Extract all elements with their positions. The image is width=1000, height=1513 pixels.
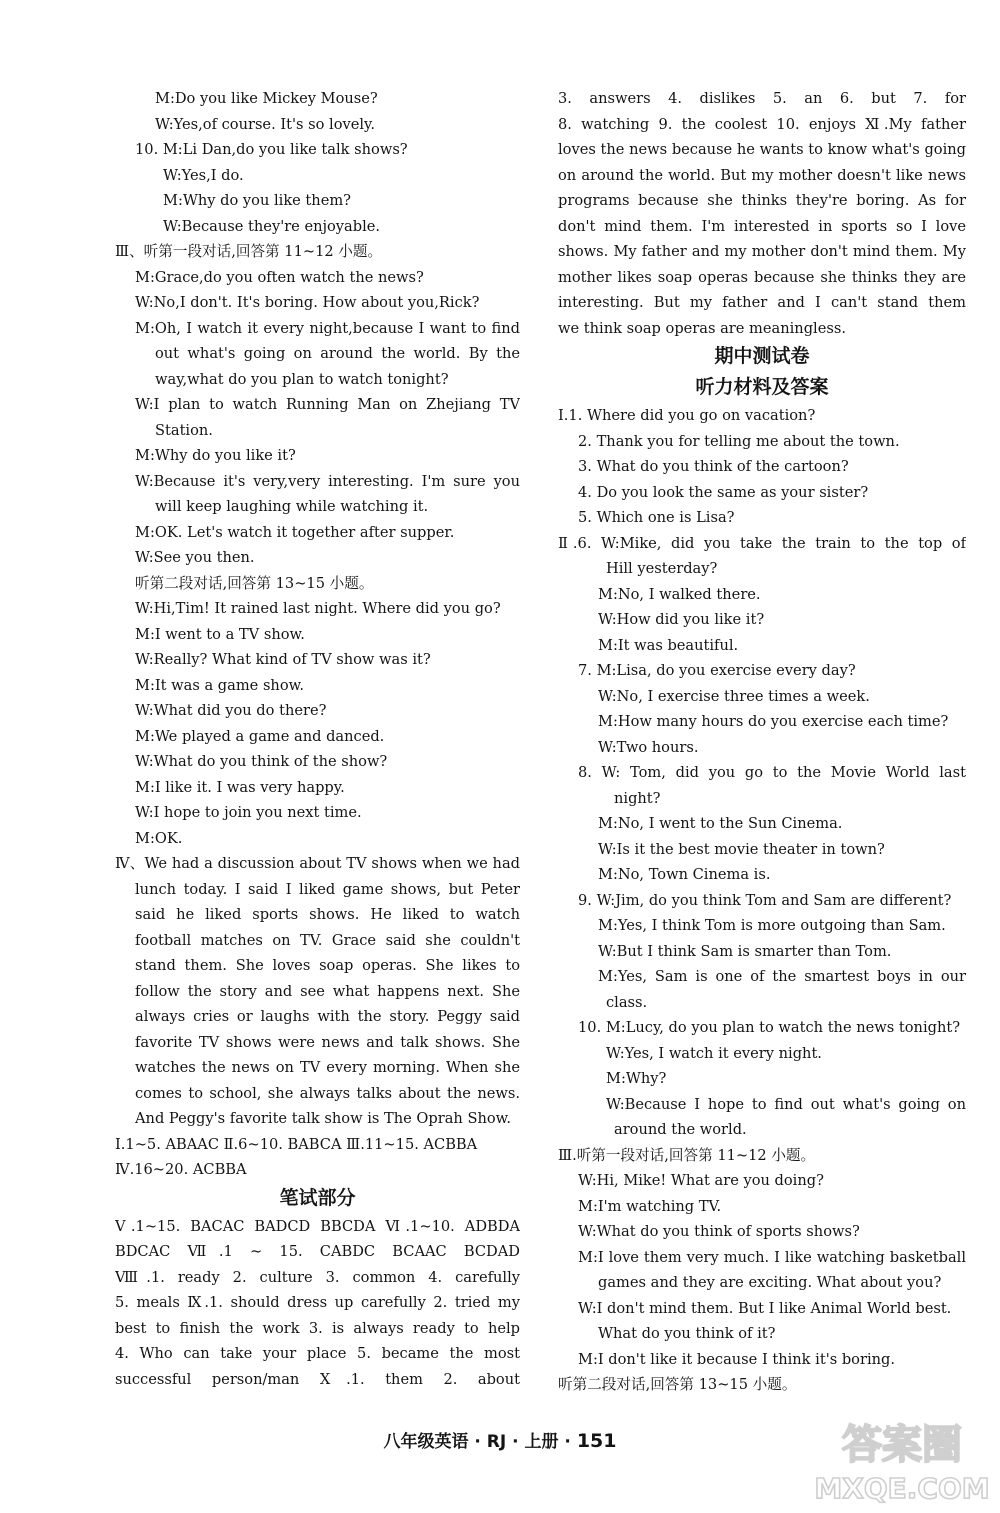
text-line: 10. M:Lucy, do you plan to watch the news tonight? (578, 1019, 961, 1036)
text-line: comes to school, she always talks about the news. (135, 1084, 520, 1102)
text-line: Hill yesterday? (606, 560, 718, 577)
text-line: favorite TV shows were news and talk shows. She (135, 1033, 520, 1051)
section-heading: 笔试部分 (279, 1186, 356, 1209)
text-line: 3. What do you think of the cartoon? (578, 458, 849, 475)
text-line: M:We played a game and danced. (135, 727, 385, 745)
text-line: out what's going on around the world. By the (155, 345, 520, 362)
text-line: BDCAC Ⅶ.1 ~ 15. CABDC BCAAC BCDAD (115, 1243, 520, 1260)
text-line: M:OK. (135, 829, 183, 847)
text-line: best to finish the work 3. is always ready to help (115, 1319, 520, 1337)
text-line: M:No, I went to the Sun Cinema. (598, 815, 843, 832)
text-line: Ⅷ.1. ready 2. culture 3. common 4. carefully (115, 1268, 520, 1286)
text-line: shows. My father and my mother don't mind them. My (558, 243, 966, 260)
text-line: W:Because I hope to find out what's going on (606, 1095, 966, 1113)
text-line: games and they are exciting. What about you? (598, 1274, 942, 1291)
text-line: M:I went to a TV show. (135, 625, 305, 643)
text-line: 5. meals Ⅸ.1. should dress up carefully 2. tried my (115, 1294, 520, 1311)
watermark-bottom: MXQE.COM (814, 1472, 990, 1505)
text-line: 10. M:Li Dan,do you like talk shows? (135, 141, 408, 158)
text-line: W:Hi, Mike! What are you doing? (578, 1172, 824, 1189)
text-line: 3. answers 4. dislikes 5. an 6. but 7. for (558, 90, 966, 107)
text-line: W:Is it the best movie theater in town? (598, 840, 885, 858)
right-column (558, 86, 966, 1398)
text-line: W:I hope to join you next time. (135, 804, 362, 821)
text-line: follow the story and see what happens next. She (135, 982, 520, 1000)
text-line: W:What do you think of the show? (135, 753, 388, 770)
text-line: on around the world. But my mother doesn't like news (558, 166, 966, 184)
text-line: W:Yes, I watch it every night. (606, 1044, 822, 1062)
text-line: M:No, I walked there. (598, 585, 761, 603)
text-line: M:I'm watching TV. (578, 1197, 722, 1215)
text-line: Ⅲ、听第一段对话,回答第 11~12 小题。 (115, 243, 383, 260)
text-line: Ⅰ.1~5. ABAAC Ⅱ.6~10. BABCA Ⅲ.11~15. ACBBA (115, 1135, 478, 1153)
text-line: 8. W: Tom, did you go to the Movie World last (578, 764, 966, 781)
text-line: M:I like it. I was very happy. (135, 778, 345, 796)
text-line: mother likes soap operas because she thinks they are (558, 268, 966, 286)
text-line: lunch today. I said I liked game shows, but Peter (135, 880, 520, 898)
text-line: W:I plan to watch Running Man on Zhejiang TV (135, 396, 520, 413)
text-line: said he liked sports shows. He liked to watch (135, 906, 520, 923)
text-line: W:Hi,Tim! It rained last night. Where did you go? (135, 600, 501, 617)
text-line: W:I don't mind them. But I like Animal World best. (578, 1299, 952, 1317)
watermark-logo (812, 1414, 992, 1506)
text-line: 2. Thank you for telling me about the town. (578, 432, 900, 450)
text-line: will keep laughing while watching it. (155, 498, 429, 515)
text-line: around the world. (614, 1121, 747, 1138)
text-line: 听第二段对话,回答第 13~15 小题。 (558, 1376, 797, 1393)
text-line: W:No, I exercise three times a week. (598, 687, 870, 705)
text-line: class. (606, 993, 648, 1011)
text-line: M:Yes, Sam is one of the smartest boys in our (598, 968, 966, 985)
text-line: M:How many hours do you exercise each time? (598, 713, 949, 730)
text-line: M:OK. Let's watch it together after supper. (135, 523, 455, 541)
text-line: M:Grace,do you often watch the news? (135, 268, 424, 286)
text-line: 听第二段对话,回答第 13~15 小题。 (135, 574, 374, 592)
text-line: way,what do you plan to watch tonight? (155, 370, 449, 388)
text-line: watches the news on TV every morning. When she (135, 1059, 520, 1076)
text-line: W:What do you think of sports shows? (578, 1223, 860, 1240)
text-line: Ⅴ.1~15. BACAC BADCD BBCDA Ⅵ.1~10. ADBDA (115, 1217, 520, 1235)
text-line: M:Do you like Mickey Mouse? (155, 90, 378, 107)
text-line: W:But I think Sam is smarter than Tom. (598, 942, 892, 960)
text-line: W:Two hours. (598, 738, 699, 756)
text-line: W:See you then. (135, 549, 255, 566)
text-line: night? (614, 789, 661, 807)
text-line: M:It was beautiful. (598, 636, 739, 654)
text-line: M:I don't like it because I think it's boring. (578, 1350, 895, 1368)
text-line: M:No, Town Cinema is. (598, 866, 771, 883)
text-line: 7. M:Lisa, do you exercise every day? (578, 662, 856, 679)
text-line: M:Why? (606, 1070, 667, 1087)
text-line: And Peggy's favorite talk show is The Oprah Show. (135, 1110, 512, 1127)
text-line: W:What did you do there? (135, 702, 327, 719)
text-line: W:Because they're enjoyable. (163, 217, 381, 235)
text-line: Ⅳ.16~20. ACBBA (115, 1161, 247, 1178)
text-line: W:Yes,I do. (163, 166, 244, 184)
text-line: M:Why do you like it? (135, 447, 296, 464)
text-line: M:Oh, I watch it every night,because I want to find (135, 319, 520, 337)
text-line: loves the news because he wants to know what's going (558, 141, 966, 158)
text-line: M:I love them very much. I like watching basketball (578, 1248, 966, 1266)
text-line: 4. Who can take your place 5. became the most (115, 1345, 520, 1362)
text-line: 9. W:Jim, do you think Tom and Sam are different? (578, 891, 952, 909)
text-line: W:Yes,of course. It's so lovely. (155, 115, 375, 133)
text-line: don't mind them. I'm interested in sports so I love (558, 217, 966, 235)
text-line: W:Because it's very,very interesting. I'm sure you (135, 472, 520, 490)
footer-label: 八年级英语 · RJ · 上册 · (383, 1432, 571, 1452)
text-line: Ⅱ.6. W:Mike, did you take the train to the top of (558, 534, 966, 552)
text-line: M:Why do you like them? (163, 192, 351, 209)
section-heading: 期中测试卷 (714, 345, 810, 367)
text-line: programs because she thinks they're boring. As for (558, 192, 966, 209)
text-line: 8. watching 9. the coolest 10. enjoys Ⅺ.My father (558, 115, 966, 133)
section-heading: 听力材料及答案 (695, 376, 829, 398)
text-line: Ⅲ.听第一段对话,回答第 11~12 小题。 (558, 1146, 816, 1164)
text-line: stand them. She loves soap operas. She likes to (135, 957, 520, 974)
text-line: M:Yes, I think Tom is more outgoing than Sam. (598, 917, 946, 934)
text-line: Station. (155, 421, 213, 439)
text-line: 4. Do you look the same as your sister? (578, 483, 869, 501)
left-column (115, 86, 520, 1392)
text-line: Ⅰ.1. Where did you go on vacation? (558, 407, 816, 424)
text-line: What do you think of it? (598, 1325, 776, 1342)
page-number: 151 (576, 1430, 617, 1452)
text-line: always cries or laughs with the story. Peggy said (135, 1008, 520, 1025)
text-line: we think soap operas are meaningless. (558, 319, 846, 337)
text-line: successful person/man Ⅹ.1. them 2. about (115, 1370, 520, 1388)
watermark-top: 答案圈 (842, 1422, 962, 1468)
text-line: Ⅳ、We had a discussion about TV shows when we had (115, 855, 520, 872)
text-line: 5. Which one is Lisa? (578, 509, 735, 526)
text-line: W:How did you like it? (598, 611, 765, 628)
text-line: W:No,I don't. It's boring. How about you,Rick? (135, 294, 480, 311)
text-line: M:It was a game show. (135, 676, 305, 694)
text-line: interesting. But my father and I can't stand them (558, 294, 966, 311)
text-line: football matches on TV. Grace said she couldn't (135, 931, 520, 949)
text-line: W:Really? What kind of TV show was it? (135, 651, 431, 668)
